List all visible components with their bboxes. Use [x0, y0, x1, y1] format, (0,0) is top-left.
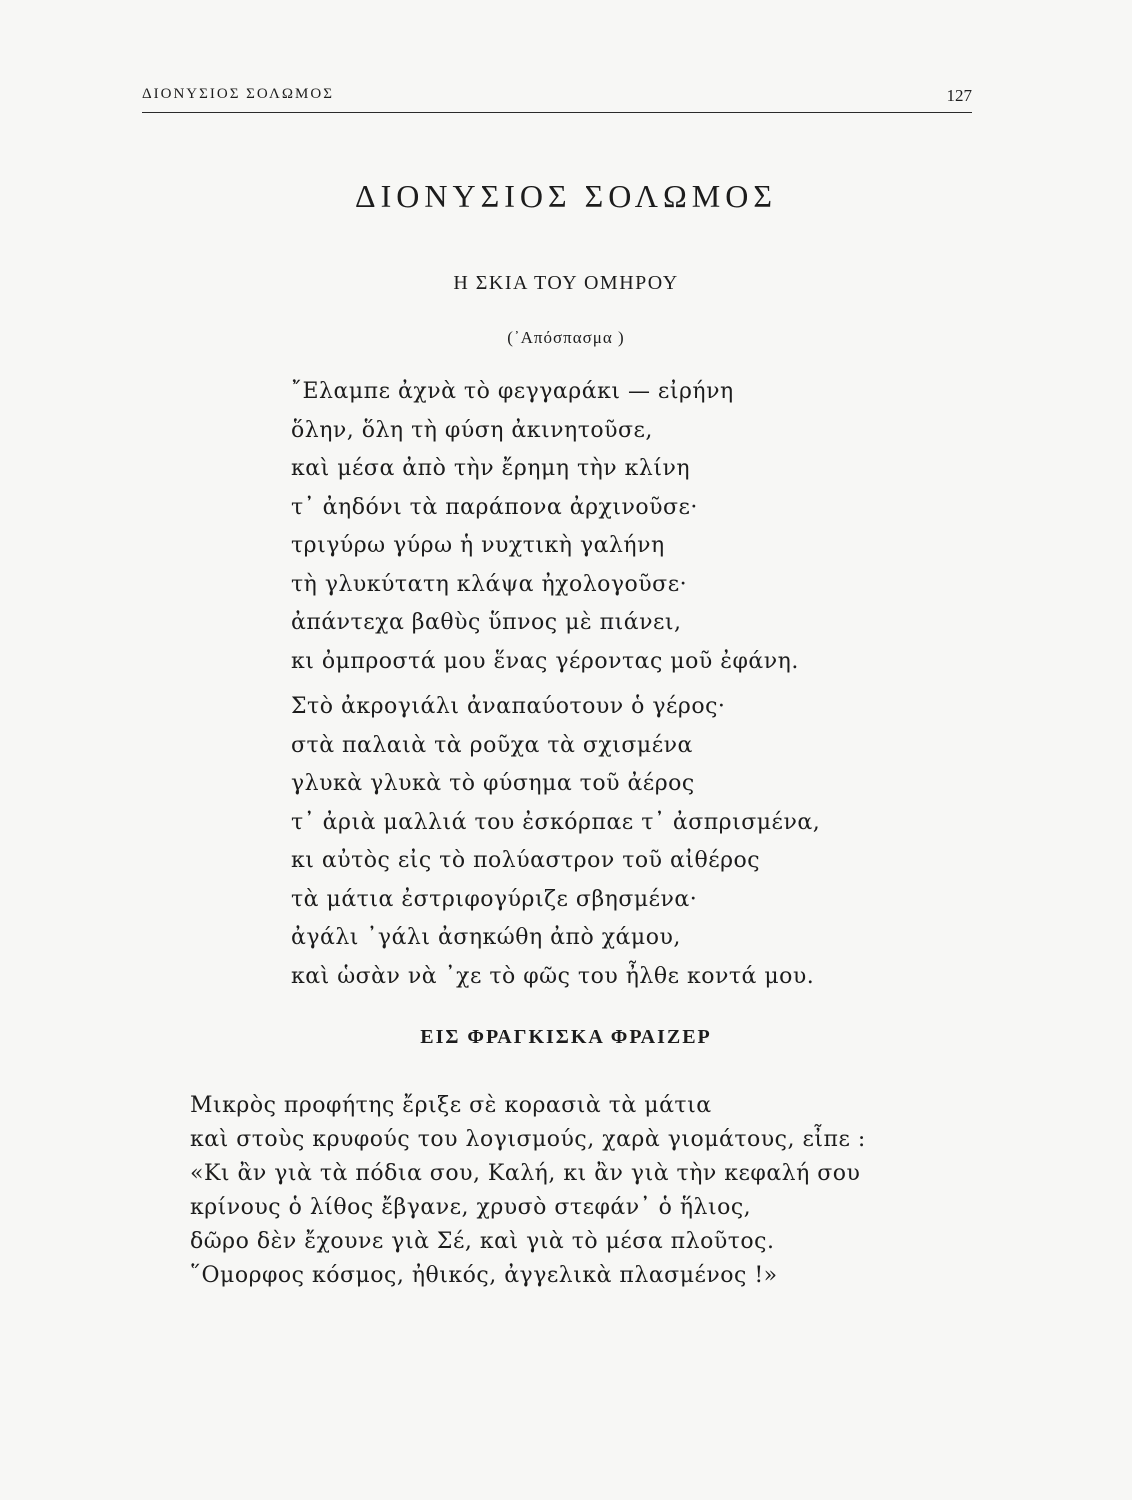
poem1-stanza-1: [291, 373, 799, 681]
poem-line: τὰ μάτια ἐστριφογύριζε σβησμένα·: [291, 886, 698, 912]
poem-line: κι αὐτὸς εἰς τὸ πολύαστρον τοῦ αἰθέρος: [291, 848, 761, 873]
poem-line: Μικρὸς προφήτης ἔριξε σὲ κορασιὰ τὰ μάτια: [190, 1093, 712, 1118]
poem-line: ῞Ομορφος κόσμος, ἠθικός, ἀγγελικὰ πλασμένος !»: [190, 1263, 778, 1288]
poem-line: τὴ γλυκύτατη κλάψα ἠχολογοῦσε·: [291, 571, 688, 597]
poem-line: ῎Ελαμπε ἀχνὰ τὸ φεγγαράκι — εἰρήνη: [291, 379, 734, 404]
poem-line: καὶ ὡσὰν νὰ ᾿χε τὸ φῶς του ἦλθε κοντά μου.: [291, 963, 815, 989]
poem-line: καὶ στοὺς κρυφούς του λογισμούς, χαρὰ γιομάτους, εἶπε :: [190, 1127, 866, 1152]
poem-line: ὅλην, ὅλη τὴ φύση ἀκινητοῦσε,: [291, 417, 653, 443]
poem-line: τ᾿ ἀριὰ μαλλιά του ἐσκόρπαε τ᾿ ἀσπρισμένα,: [291, 809, 821, 835]
poem-line: καὶ μέσα ἀπὸ τὴν ἔρημη τὴν κλίνη: [291, 456, 691, 481]
poem-line: τριγύρω γύρω ἡ νυχτικὴ γαλήνη: [291, 533, 665, 558]
poem-line: κρίνους ὁ λίθος ἔβγανε, χρυσὸ στεφάν᾿ ὁ ἥλιος,: [190, 1195, 752, 1220]
header-rule: [142, 112, 972, 113]
running-head-title: ΔΙΟΝΥΣΙΟΣ ΣΟΛΩΜΟΣ: [142, 86, 334, 102]
poem-line: στὰ παλαιὰ τὰ ροῦχα τὰ σχισμένα: [291, 732, 693, 758]
poem-line: τ᾿ ἀηδόνι τὰ παράπονα ἀρχινοῦσε·: [291, 494, 698, 520]
poem2-text: [190, 1089, 866, 1293]
poem-line: γλυκὰ γλυκὰ τὸ φύσημα τοῦ ἀέρος: [291, 771, 695, 796]
poem1-stanza-2: [291, 688, 820, 996]
poem-line: Στὸ ἀκρογιάλι ἀναπαύοτουν ὁ γέρος·: [291, 694, 726, 719]
poem-line: κι ὀμπροστά μου ἕνας γέροντας μοῦ ἐφάνη.: [291, 648, 799, 674]
author-title: ΔΙΟΝΥΣΙΟΣ ΣΟΛΩΜΟΣ: [355, 178, 777, 214]
poem-line: ἀπάντεχα βαθὺς ὕπνος μὲ πιάνει,: [291, 610, 682, 635]
poem2-title: ΕΙΣ ΦΡΑΓΚΙΣΚΑ ΦΡΑΙΖΕΡ: [420, 1026, 712, 1048]
poem-line: ἀγάλι ᾿γάλι ἀσηκώθη ἀπὸ χάμου,: [291, 925, 681, 950]
poem1-subtitle: (᾿Απόσπασμα ): [507, 328, 625, 347]
poem-line: δῶρο δὲν ἔχουνε γιὰ Σέ, καὶ γιὰ τὸ μέσα πλοῦτος.: [190, 1229, 775, 1254]
poem-line: «Κι ἂν γιὰ τὰ πόδια σου, Καλή, κι ἂν γιὰ τὴν κεφαλή σου: [190, 1161, 861, 1186]
page-number: 127: [946, 86, 972, 105]
poem1-title: Η ΣΚΙΑ ΤΟΥ ΟΜΗΡΟΥ: [453, 272, 679, 294]
running-head: [142, 86, 972, 114]
